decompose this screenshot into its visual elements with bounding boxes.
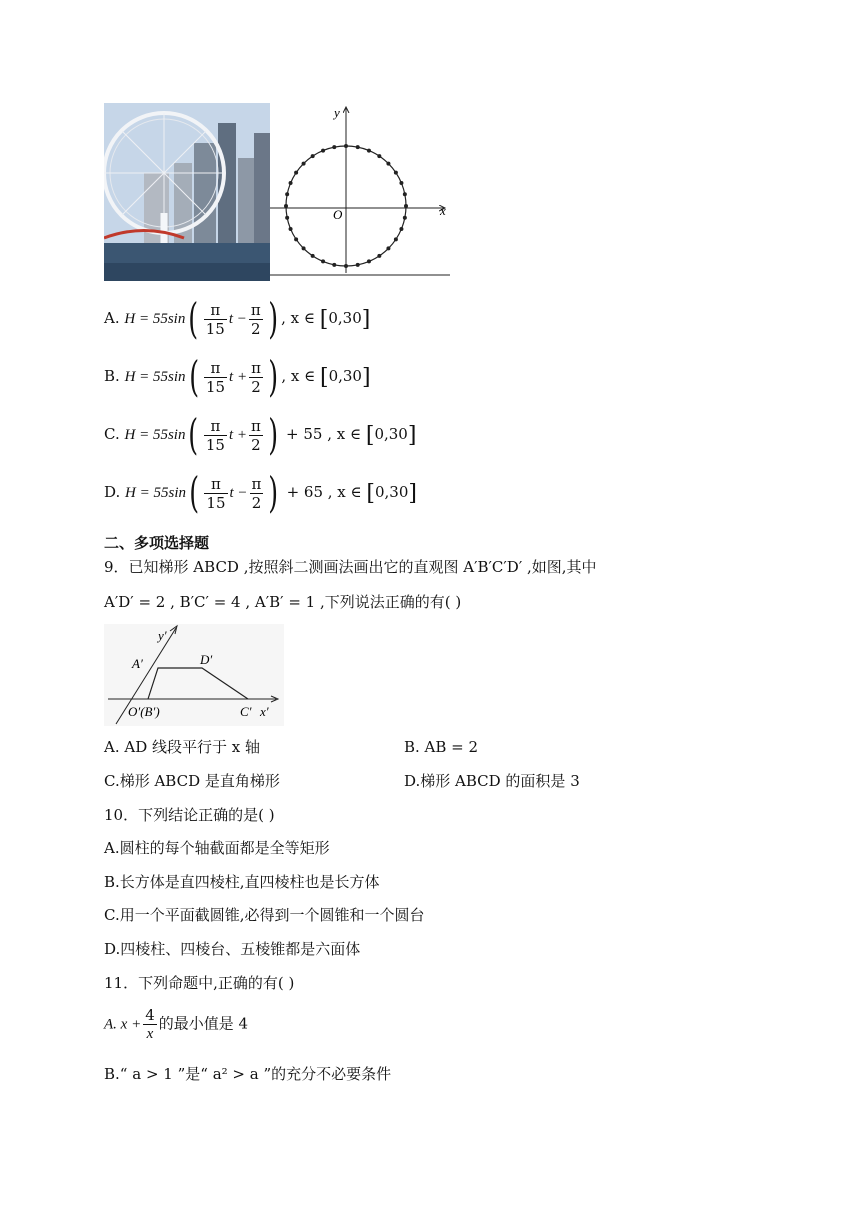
wheel-cabin-dot [289, 181, 293, 185]
expr-prefix: A. x + [104, 1016, 142, 1033]
option-9d[interactable]: D.梯形 ABCD 的面积是 3 [404, 772, 580, 790]
left-bracket: [ [319, 307, 329, 332]
axis-x-label: x [440, 203, 446, 218]
fraction: $\frac{4}{x}$ [145, 1006, 155, 1042]
option-10d[interactable]: D.四棱柱、四棱台、五棱锥都是六面体 [104, 940, 361, 958]
wheel-cabin-dot [386, 162, 390, 166]
equation-mid: t + [228, 427, 247, 443]
wheel-cabin-dot [321, 149, 325, 153]
label-y-prime: y′ [158, 628, 167, 643]
wheel-cabin-dot [294, 237, 298, 241]
fraction: $\frac{\pi}{15}$ [205, 358, 226, 396]
wheel-cabin-dot [399, 181, 403, 185]
option-10b[interactable]: B.长方体是直四棱柱,直四棱柱也是长方体 [104, 873, 380, 891]
option-letter: A. [104, 309, 120, 327]
fraction: $\frac{\pi}{2}$ [250, 300, 261, 338]
label-a-prime: A′ [132, 656, 143, 671]
equation-lhs: H = 55sin [124, 427, 186, 443]
q9-stem-line2: A′D′ = 2 , B′C′ = 4 , A′B′ = 1 ,下列说法正确的有( ) [104, 593, 462, 611]
label-c-prime: C′ [240, 704, 252, 719]
wheel-cabin-dot [332, 145, 336, 149]
wheel-cabin-dot [356, 145, 360, 149]
equation-lhs: H = 55sin [124, 311, 186, 327]
wheel-cabin-dot [404, 204, 408, 208]
left-paren: ( [189, 468, 200, 517]
option-8b[interactable] [104, 352, 371, 401]
option-9c[interactable]: C.梯形 ABCD 是直角梯形 [104, 772, 280, 790]
wheel-cabin-dot [377, 154, 381, 158]
wheel-cabin-dot [285, 216, 289, 220]
wheel-cabin-dot [344, 144, 348, 148]
fraction: $\frac{\pi}{2}$ [251, 474, 262, 512]
fraction: $\frac{\pi}{15}$ [205, 300, 225, 338]
section-title: 二、多项选择题 [104, 534, 210, 552]
equation-mid: t − [228, 311, 247, 327]
equation-tail: , x ∈ [281, 309, 320, 327]
wheel-cabin-dot [394, 237, 398, 241]
wheel-cabin-dot [285, 192, 289, 196]
right-bracket: ] [407, 423, 417, 448]
axis-y-label: y [334, 105, 340, 120]
equation-tail: + 65 , x ∈ [281, 483, 367, 501]
ferris-wheel-photo [104, 103, 270, 281]
q9-stem-line1: 9．已知梯形 ABCD ,按照斜二测画法画出它的直观图 A′B′C′D′ ,如图,其中 [104, 558, 597, 576]
right-paren: ) [268, 468, 279, 517]
expr-suffix: 的最小值是 4 [158, 1014, 249, 1033]
trapezoid-figure [104, 624, 284, 726]
equation-lhs: H = 55sin [125, 485, 187, 501]
wheel-cabin-dot [321, 259, 325, 263]
domain-range: 0,30 [328, 367, 362, 385]
equation-tail: + 55 , x ∈ [281, 425, 366, 443]
right-paren: ) [268, 294, 278, 343]
origin-label: O [333, 207, 343, 222]
right-paren: ) [268, 410, 278, 459]
left-paren: ( [188, 294, 199, 343]
right-bracket: ] [408, 481, 417, 506]
wheel-cabin-dot [399, 227, 403, 231]
option-letter: B. [104, 367, 120, 385]
left-paren: ( [188, 352, 199, 401]
left-bracket: [ [319, 365, 329, 390]
left-bracket: [ [366, 481, 375, 506]
option-letter: D. [104, 483, 121, 501]
wheel-cabin-dot [294, 171, 298, 175]
wheel-cabin-dot [367, 149, 371, 153]
option-10a[interactable]: A.圆柱的每个轴截面都是全等矩形 [104, 839, 330, 857]
domain-range: 0,30 [375, 483, 409, 501]
option-9b[interactable]: B. AB = 2 [404, 738, 479, 756]
wheel-cabin-dot [356, 263, 360, 267]
left-bracket: [ [365, 423, 375, 448]
wheel-cabin-dot [311, 154, 315, 158]
equation-mid: t + [229, 369, 248, 385]
wheel-cabin-dot [289, 227, 293, 231]
option-8a[interactable] [104, 294, 371, 343]
wheel-cabin-dot [284, 204, 288, 208]
wheel-cabin-dot [377, 254, 381, 258]
domain-range: 0,30 [328, 309, 362, 327]
wheel-cabin-dot [367, 259, 371, 263]
fraction: $\frac{\pi}{15}$ [206, 474, 226, 512]
fraction: $\frac{\pi}{2}$ [251, 416, 261, 454]
equation-mid: t − [229, 485, 248, 501]
circle-coordinate-figure [270, 103, 455, 281]
option-9a[interactable]: A. AD 线段平行于 x 轴 [104, 738, 260, 756]
wheel-cabin-dot [332, 263, 336, 267]
wheel-cabin-dot [302, 162, 306, 166]
fraction: $\frac{\pi}{15}$ [205, 416, 225, 454]
wheel-cabin-dot [403, 192, 407, 196]
option-8d[interactable] [104, 468, 417, 517]
option-letter: C. [104, 425, 120, 443]
label-origin: O′(B′) [128, 704, 160, 719]
equation-lhs: H = 55sin [124, 369, 186, 385]
right-bracket: ] [361, 307, 371, 332]
domain-range: 0,30 [374, 425, 408, 443]
option-8c[interactable] [104, 410, 417, 459]
right-bracket: ] [361, 365, 371, 390]
wheel-cabin-dot [302, 246, 306, 250]
wheel-cabin-dot [311, 254, 315, 258]
option-11a[interactable] [104, 1006, 248, 1043]
option-10c[interactable]: C.用一个平面截圆锥,必得到一个圆锥和一个圆台 [104, 906, 425, 924]
q10-stem: 10．下列结论正确的是( ) [104, 806, 275, 824]
q11-stem: 11．下列命题中,正确的有( ) [104, 974, 295, 992]
wheel-cabin-dot [394, 171, 398, 175]
equation-tail: , x ∈ [281, 367, 320, 385]
wheel-cabin-dot [344, 264, 348, 268]
right-paren: ) [268, 352, 279, 401]
label-d-prime: D′ [200, 652, 213, 667]
wheel-cabin-dot [403, 216, 407, 220]
option-11b[interactable]: B.“ a > 1 ”是“ a² > a ”的充分不必要条件 [104, 1065, 392, 1083]
fraction: $\frac{\pi}{2}$ [251, 358, 261, 396]
left-paren: ( [188, 410, 199, 459]
label-x-prime: x′ [260, 704, 269, 719]
wheel-cabin-dot [386, 246, 390, 250]
